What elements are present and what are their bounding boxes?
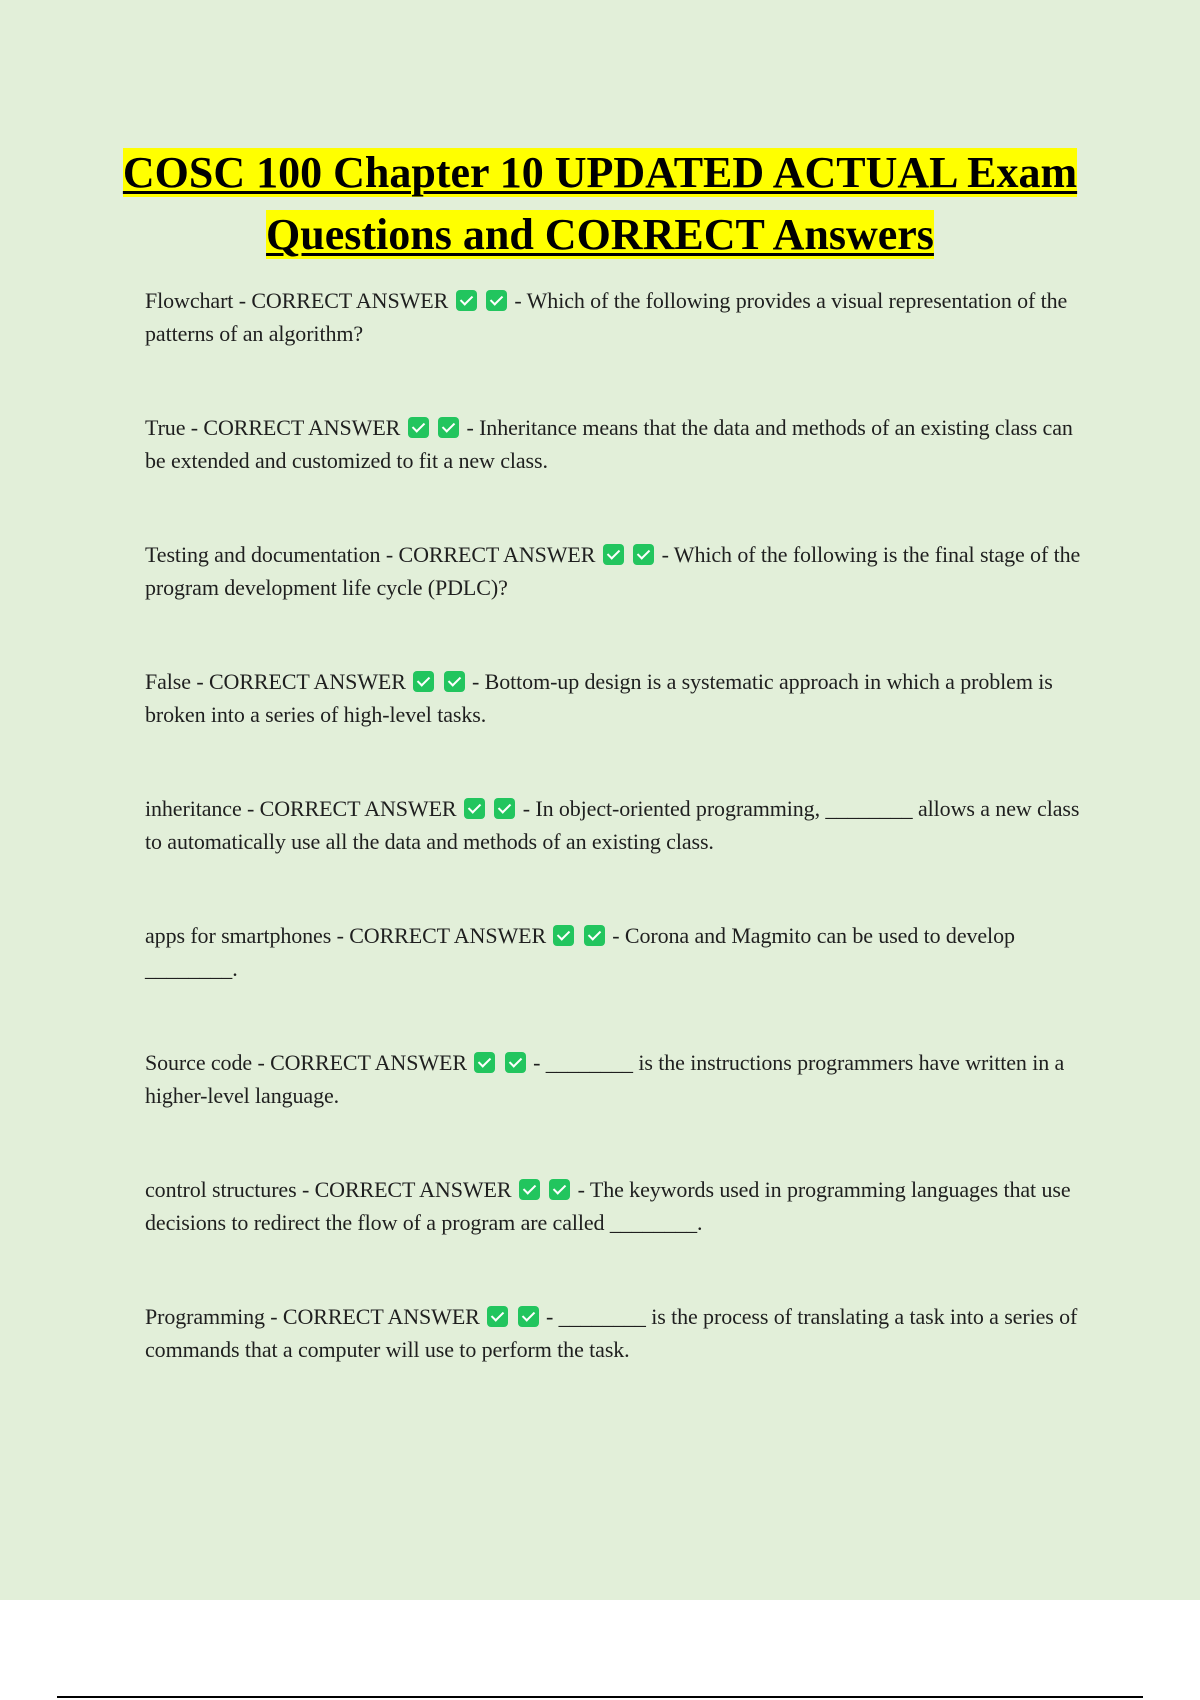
check-mark-icon bbox=[444, 671, 465, 692]
document-title-text: COSC 100 Chapter 10 UPDATED ACTUAL Exam Questions and CORRECT Answers bbox=[122, 148, 1078, 259]
document-title bbox=[100, 142, 1100, 266]
question-text: - Which of the following is the final stage of the program development life cycle (PDLC)? bbox=[145, 542, 1081, 600]
qa-item bbox=[145, 792, 1090, 919]
question-text: - In object-oriented programming, ________ allows a new class to automatically use all the data and methods of an existing class. bbox=[145, 796, 1080, 854]
check-mark-icon bbox=[518, 1306, 539, 1327]
check-mark-icon bbox=[474, 1052, 495, 1073]
qa-item bbox=[145, 1300, 1090, 1427]
qa-item bbox=[145, 1046, 1090, 1173]
answer-marker: - CORRECT ANSWER bbox=[301, 1177, 512, 1202]
answer-marker: - CORRECT ANSWER bbox=[247, 796, 457, 821]
qa-list bbox=[145, 284, 1090, 1427]
answer-text: Programming bbox=[145, 1304, 265, 1329]
qa-item bbox=[145, 538, 1090, 665]
check-mark-icon bbox=[494, 798, 515, 819]
answer-text: Flowchart bbox=[145, 288, 234, 313]
answer-marker: - CORRECT ANSWER bbox=[196, 669, 406, 694]
question-text: - Corona and Magmito can be used to develop ________. bbox=[145, 923, 1015, 981]
answer-marker: - CORRECT ANSWER bbox=[336, 923, 547, 948]
footer-divider bbox=[57, 1696, 1143, 1698]
check-mark-icon bbox=[549, 1179, 570, 1200]
qa-item bbox=[145, 665, 1090, 792]
check-mark-icon bbox=[413, 671, 434, 692]
answer-marker: - CORRECT ANSWER bbox=[238, 288, 449, 313]
check-mark-icon bbox=[486, 290, 507, 311]
question-text: - Bottom-up design is a systematic approach in which a problem is broken into a series of high-level tasks. bbox=[145, 669, 1053, 727]
qa-item bbox=[145, 284, 1090, 411]
answer-text: True bbox=[145, 415, 186, 440]
answer-marker: - CORRECT ANSWER bbox=[190, 415, 401, 440]
answer-marker: - CORRECT ANSWER bbox=[270, 1304, 480, 1329]
check-mark-icon bbox=[408, 417, 429, 438]
question-text: - The keywords used in programming languages that use decisions to redirect the flow of a program are called ________. bbox=[145, 1177, 1071, 1235]
qa-item bbox=[145, 919, 1090, 1046]
question-text: - ________ is the process of translating a task into a series of commands that a computer will use to perform the task. bbox=[145, 1304, 1078, 1362]
check-mark-icon bbox=[464, 798, 485, 819]
question-text: - ________ is the instructions programmers have written in a higher-level language. bbox=[145, 1050, 1065, 1108]
answer-text: control structures bbox=[145, 1177, 297, 1202]
title-block bbox=[100, 142, 1100, 266]
check-mark-icon bbox=[603, 544, 624, 565]
answer-text: False bbox=[145, 669, 191, 694]
check-mark-icon bbox=[633, 544, 654, 565]
answer-text: Testing and documentation bbox=[145, 542, 381, 567]
qa-item bbox=[145, 411, 1090, 538]
answer-marker: - CORRECT ANSWER bbox=[257, 1050, 467, 1075]
check-mark-icon bbox=[553, 925, 574, 946]
question-text: - Which of the following provides a visual representation of the patterns of an algorithm? bbox=[145, 288, 1068, 346]
check-mark-icon bbox=[519, 1179, 540, 1200]
answer-text: apps for smartphones bbox=[145, 923, 332, 948]
qa-item bbox=[145, 1173, 1090, 1300]
answer-text: Source code bbox=[145, 1050, 253, 1075]
answer-text: inheritance bbox=[145, 796, 242, 821]
check-mark-icon bbox=[438, 417, 459, 438]
check-mark-icon bbox=[584, 925, 605, 946]
question-text: - Inheritance means that the data and methods of an existing class can be extended and customized to fit a new class. bbox=[145, 415, 1073, 473]
check-mark-icon bbox=[456, 290, 477, 311]
check-mark-icon bbox=[505, 1052, 526, 1073]
answer-marker: - CORRECT ANSWER bbox=[385, 542, 596, 567]
check-mark-icon bbox=[487, 1306, 508, 1327]
